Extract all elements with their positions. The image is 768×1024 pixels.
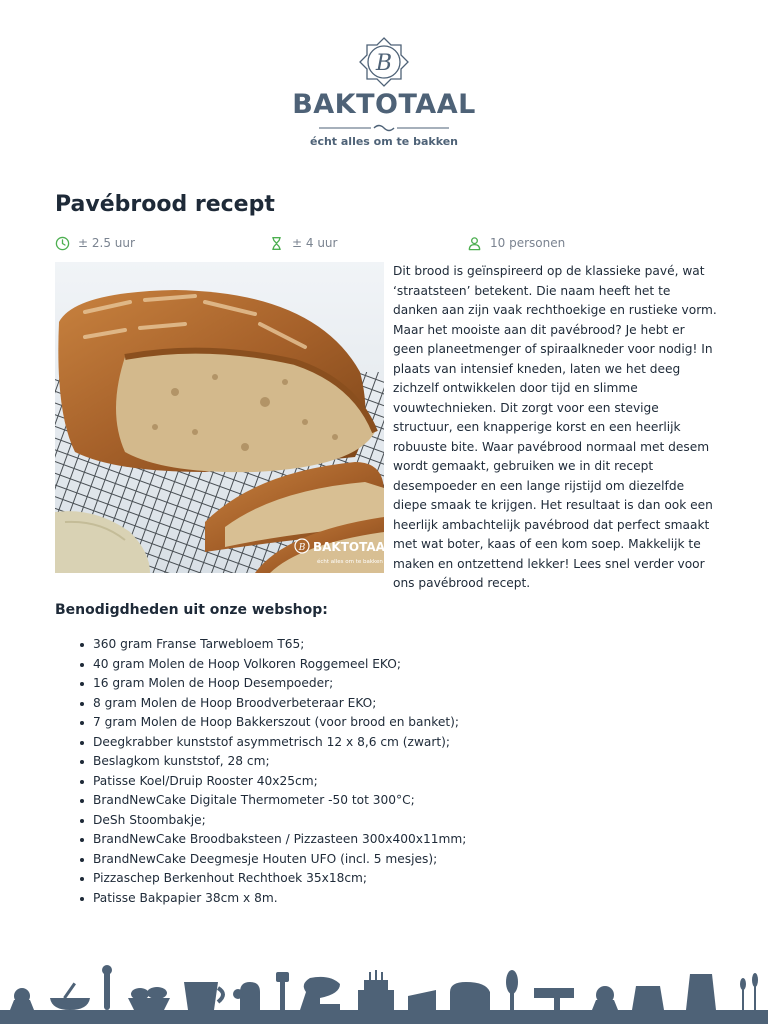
- recipe-intro: Dit brood is geïnspireerd op de klassieke pavé, wat ‘straatsteen’ betekent. Die naam heeft het te danken aan zijn vaak rechthoekige en rustieke vorm. Maar het mooiste aan dit pavébrood? Je hebt er geen planeetmenger of spiraalkneder voor nodig! In plaats van intensief kneden, laten we het deeg zichzelf ontwikkelen door tijd en slimme vouwtechnieken. Dit zorgt voor een stevige structuur, een knapperige korst en een heerlijk robuuste bite. Waar pavébrood normaal met desem wordt gemaakt, gebruiken we in dit recept desempoeder en een lange rijstijd om diezelfde diepe smaak te krijgen. Het resultaat is dan ook een heerlijk ambachtelijk pavébrood dat perfect smaakt met wat boter, kaas of een kom soep. Makkelijk te maken en ontzettend lekker! Lees snel verder voor ons pavébrood recept.: [393, 264, 717, 590]
- rest-time-text: ± 4 uur: [292, 236, 338, 250]
- logo-emblem-icon: [358, 36, 410, 88]
- page-title: Pavébrood recept: [55, 192, 275, 217]
- bread-photo: [55, 262, 393, 573]
- servings-text: 10 personen: [490, 236, 566, 250]
- supply-item: Beslagkom kunststof, 28 cm;: [93, 752, 653, 772]
- servings: [467, 234, 565, 252]
- bread-illustration: [55, 262, 393, 573]
- baking-tools-silhouette-icon: [0, 958, 768, 1024]
- person-icon: [467, 236, 482, 251]
- photo-watermark-letter: B: [298, 543, 306, 553]
- hourglass-icon: [269, 236, 284, 251]
- footer-baking-silhouettes: [0, 958, 768, 1024]
- supply-item: Patisse Bakpapier 38cm x 8m.: [93, 889, 653, 909]
- supply-item: Deegkrabber kunststof asymmetrisch 12 x 8,6 cm (zwart);: [93, 733, 653, 753]
- brand-name: BAKTOTAAL: [292, 89, 476, 120]
- brand-tagline: écht alles om te bakken: [309, 135, 459, 148]
- photo-watermark-name: BAKTOTAAL: [313, 540, 393, 554]
- supply-item: Patisse Koel/Druip Rooster 40x25cm;: [93, 772, 653, 792]
- logo-divider: [319, 123, 449, 133]
- supplies-list: [93, 635, 653, 908]
- supply-item: BrandNewCake Deegmesje Houten UFO (incl. 5 mesjes);: [93, 850, 653, 870]
- supply-item: 40 gram Molen de Hoop Volkoren Roggemeel EKO;: [93, 655, 653, 675]
- clock-icon: [55, 236, 70, 251]
- supply-item: DeSh Stoombakje;: [93, 811, 653, 831]
- photo-watermark-tagline: écht alles om te bakken: [317, 559, 383, 565]
- supply-item: BrandNewCake Broodbaksteen / Pizzasteen 300x400x11mm;: [93, 830, 653, 850]
- rest-time: [269, 234, 337, 252]
- brand-logo: [0, 36, 768, 148]
- supplies-title: Benodigdheden uit onze webshop:: [55, 602, 328, 618]
- logo-letter: B: [375, 51, 393, 76]
- supply-item: BrandNewCake Digitale Thermometer -50 tot 300°C;: [93, 791, 653, 811]
- supply-item: 7 gram Molen de Hoop Bakkerszout (voor brood en banket);: [93, 713, 653, 733]
- supply-item: 8 gram Molen de Hoop Broodverbeteraar EKO;: [93, 694, 653, 714]
- supply-item: 16 gram Molen de Hoop Desempoeder;: [93, 674, 653, 694]
- prep-time: [55, 234, 135, 252]
- prep-time-text: ± 2.5 uur: [78, 236, 135, 250]
- supply-item: 360 gram Franse Tarwebloem T65;: [93, 635, 653, 655]
- supply-item: Pizzaschep Berkenhout Rechthoek 35x18cm;: [93, 869, 653, 889]
